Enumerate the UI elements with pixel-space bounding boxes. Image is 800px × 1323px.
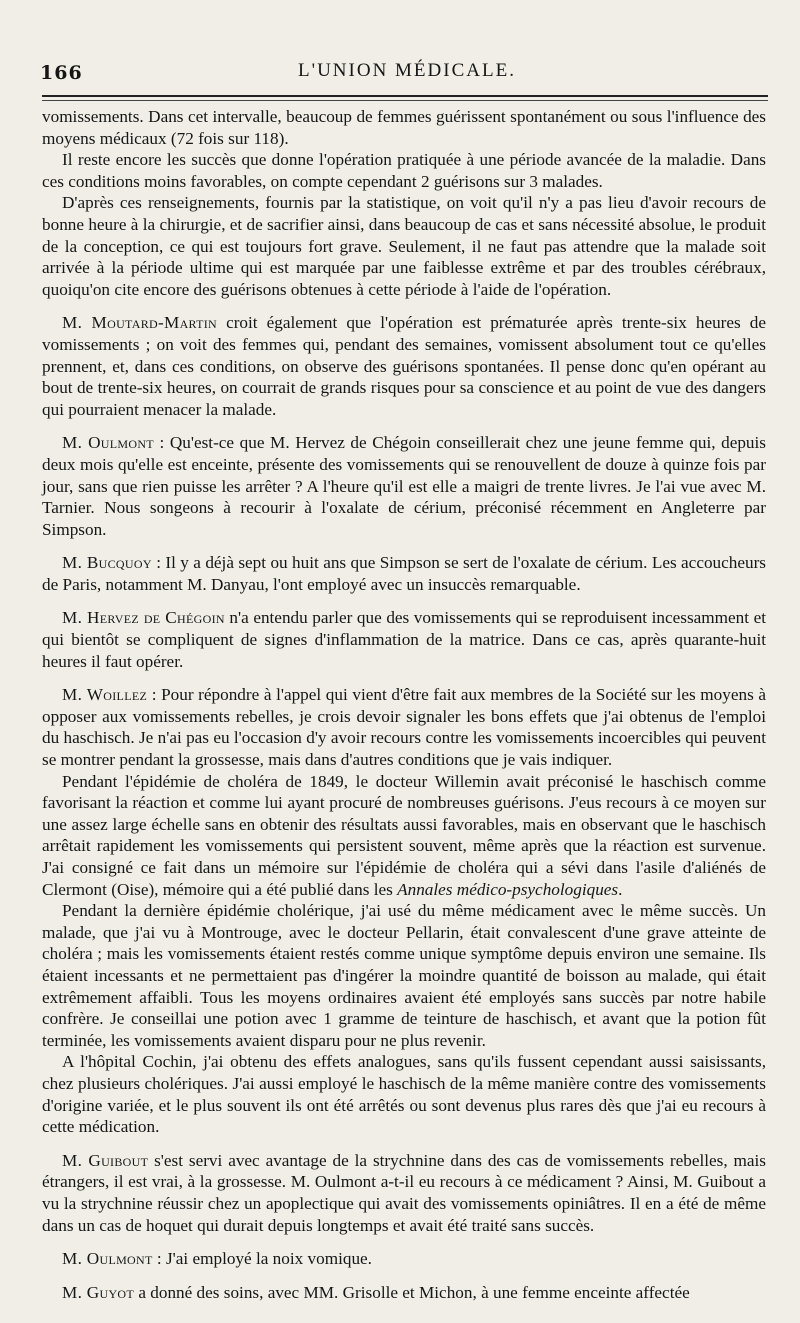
- speaker-name: M. Woillez: [62, 685, 148, 705]
- header-rule: [42, 95, 768, 101]
- paragraph: M. Bucquoy : Il y a déjà sept ou huit ans que Simpson se sert de l'oxalate de cérium. Les accoucheurs de Paris, notamment M. Danyau, l'ont employé avec un insuccès remarquable.: [42, 553, 766, 594]
- speaker-name: M. Moutard-Martin: [62, 313, 218, 333]
- speaker-name: M. Hervez de Chégoin: [62, 608, 225, 628]
- speaker-name: M. Guyot: [62, 1282, 135, 1302]
- paragraph: Il reste encore les succès que donne l'opération pratiquée à une période avancée de la maladie. Dans ces conditions moins favorables, on compte cependant 2 guérisons sur 3 malades.: [42, 150, 766, 191]
- paragraph: M. Guyot a donné des soins, avec MM. Grisolle et Michon, à une femme enceinte affectée: [62, 1282, 690, 1302]
- journal-title: Annales médico-psychologiques: [397, 879, 619, 899]
- paragraph: M. Moutard-Martin croit également que l'opération est prématurée après trente-six heures de vomissements ; on voit des femmes qui, pendant des semaines, vomissent absolument tout ce qu'elles prennent, et, dans ces conditions, on observe des guérisons spontanées. Il pense donc qu'en opérant au bout de trente-six heures, on courrait de grands risques pour sa conscience et au point de vue des dangers qui pourraient menacer la malade.: [42, 313, 766, 419]
- paragraph: M. Guibout s'est servi avec avantage de la strychnine dans des cas de vomissements rebelles, mais étrangers, il est vrai, à la grossesse. M. Oulmont a-t-il eu recours à ce médicament ? Ainsi, M. Guibout a vu la strychnine réussir chez un apoplectique qui avait des vomissements opiniâtres. Il en a été de même dans un cas de hoquet qui durait depuis longtemps et avait été traité sans succès.: [42, 1150, 766, 1235]
- speaker-name: M. Oulmont: [62, 1249, 153, 1269]
- paragraph: D'après ces renseignements, fournis par la statistique, on voit qu'il n'y a pas lieu d'avoir recours de bonne heure à la chirurgie, et de sacrifier ainsi, dans beaucoup de cas et sans nécessité absolue, le produit de la conception, ce qui est toujours fort grave. Seulement, il ne faut pas attendre que la malade soit arrivée à la période ultime qui est marquée par une faiblesse extrême et par des troubles cérébraux, quoiqu'on cite encore des guérisons obtenues à cette période à l'aide de l'opération.: [42, 193, 766, 299]
- page-header: [40, 0, 764, 84]
- running-title: L'UNION MÉDICALE.: [298, 60, 516, 81]
- paragraph: M. Hervez de Chégoin n'a entendu parler que des vomissements qui se reproduisent incessamment et qui bientôt se compliquent de signes d'inflammation de la matrice. Dans ce cas, après quarante-huit heures il faut opérer.: [42, 608, 766, 671]
- page-number: 166: [40, 62, 83, 84]
- paragraph: Pendant la dernière épidémie cholérique, j'ai usé du même médicament avec le même succès. Un malade, que j'ai vu à Montrouge, avec le docteur Pellarin, était convalescent d'une grave atteinte de choléra ; mais les vomissements étaient restés comme unique symptôme depuis environ une semaine. Ils étaient incessants et ne permettaient pas d'ingérer la moindre quantité de boisson au malade, qui était extrêmement affaibli. Tous les moyens ordinaires avaient été employés sans succès par notre habile confrère. Je conseillai une potion avec 1 gramme de teinture de haschisch, et avant que la potion fût terminée, les vomissements avaient disparu pour ne plus revenir.: [42, 901, 766, 1050]
- paragraph: M. Woillez : Pour répondre à l'appel qui vient d'être fait aux membres de la Société sur les moyens à opposer aux vomissements rebelles, je crois devoir signaler les bons effets que j'ai obtenus de l'emploi du haschisch. Je n'ai pas eu l'occasion d'y avoir recours contre les vomissements incoercibles qui peuvent se montrer pendant la grossesse, mais dans d'autres conditions que je vais indiquer.: [42, 685, 766, 770]
- paragraph: M. Oulmont : Qu'est-ce que M. Hervez de Chégoin conseillerait chez une jeune femme qui, depuis deux mois qu'elle est enceinte, présente des vomissements qui se renouvellent de douze à quinze fois par jour, sans que rien puisse les arrêter ? A l'heure qu'il est elle a maigri de trente livres. Je l'ai vue avec M. Tarnier. Nous songeons à recourir à l'oxalate de cérium, préconisé récemment en Angleterre par Simpson.: [42, 433, 766, 539]
- speaker-name: M. Guibout: [62, 1150, 149, 1170]
- speaker-name: M. Oulmont: [62, 433, 154, 453]
- paragraph: A l'hôpital Cochin, j'ai obtenu des effets analogues, sans qu'ils fussent cependant aussi saisissants, chez plusieurs cholériques. J'ai aussi employé le haschisch de la même manière contre des vomissements d'origine variée, et le plus souvent ils ont été arrêtés ou sont devenus plus rares dès que j'ai eu recours à cette médication.: [42, 1052, 766, 1137]
- paragraph: vomissements. Dans cet intervalle, beaucoup de femmes guérissent spontanément ou sous l'influence des moyens médicaux (72 fois sur 118).: [42, 107, 766, 148]
- paragraph: M. Oulmont : J'ai employé la noix vomique.: [62, 1249, 372, 1269]
- paragraph: Pendant l'épidémie de choléra de 1849, le docteur Willemin avait préconisé le haschisch comme favorisant la réaction et comme lui ayant procuré de nombreuses guérisons. J'eus recours à ce moyen sur une assez large échelle sans en obtenir des résultats aussi favorables, mais en observant que le haschisch arrêtait rapidement les vomissements qui persistent souvent, même après que la réaction est survenue. J'ai consigné ce fait dans un mémoire sur l'épidémie de choléra qui a sévi dans l'asile d'aliénés de Clermont (Oise), mémoire qui a été publié dans les Annales médico-psychologiques.: [42, 771, 766, 899]
- body-text: [42, 106, 766, 1303]
- speaker-name: M. Bucquoy: [62, 553, 152, 573]
